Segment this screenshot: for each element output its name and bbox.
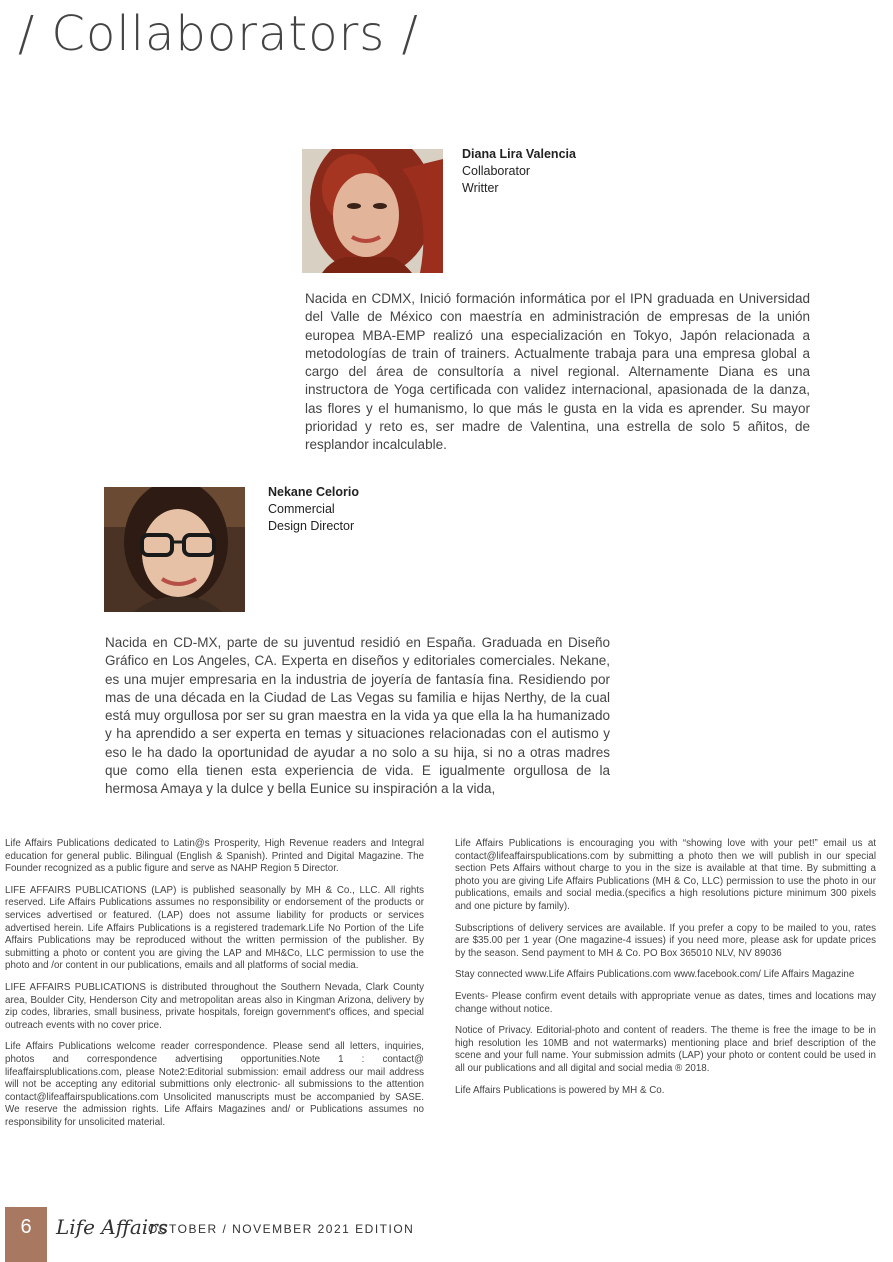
- collaborator-position: Writter: [462, 181, 499, 195]
- collaborator-bio-nekane: Nacida en CD-MX, parte de su juventud residió en España. Graduada en Diseño Gráfico en Los Angeles, CA. Experta en diseños y editoriales comerciales. Nekane, es una mujer empresaria en la industria de joyería de fantasía fina. Residiendo por mas de una década en la Ciudad de Las Vegas su familia e hijas Nerthy, de la cual está muy orgullosa por ser su gran maestra en la vida ya que ella la ha humanizado y ha aprendido a ser experta en temas y situaciones relacionadas con el autismo y eso le ha dado la oportunidad de ayudar a no solo a su hija, si no a otras madres que como ella tienen esta experiencia de vida. E igualmente orgullosa de la hermosa Amaya y la dulce y bella Eunice su inspiración a la vida,: [105, 635, 610, 797]
- legal-paragraph: Subscriptions of delivery services are available. If you prefer a copy to be mailed to you, rates are $35.00 per 1 year (One magazine-4 issues) if you need more, please ask for update prices by the season. Send payment to MH & Co. PO Box 365010 NLV, NV 89036: [455, 922, 876, 959]
- legal-paragraph: Life Affairs Publications is encouraging you with “showing love with your pet!” email us at contact@lifeaffairspublications.com by submitting a photo then we will publish in our special section Pets Affairs without charge to you in the size is available at that time. By submitting a photo you are giving Life Affairs Publications (MH & Co, LLC) permission to use the photo in our publications, emails and social media.(specifics a high resolutions picture minimum 300 pixels and one picture by family).: [455, 838, 876, 912]
- legal-column-right: [455, 838, 876, 1106]
- legal-paragraph: Events- Please confirm event details with appropriate venue as dates, times and locations may change without notice.: [455, 990, 876, 1015]
- legal-paragraph: Life Affairs Publications dedicated to Latin@s Prosperity, High Revenue readers and Integral education for general public. Bilingual (English & Spanish). Printed and Digital Magazine. The Founder recognized as a public figure and serve as NAHP Region 5 Director.: [5, 838, 424, 875]
- legal-paragraph: LIFE AFFAIRS PUBLICATIONS is distributed throughout the Southern Nevada, Clark County area, Boulder City, Henderson City and metropolitan areas also in Kingman Arizona, delivery by zip codes, libraries, small business, private hospitals, foreign government's offices, and special outreach events with no cover price.: [5, 981, 424, 1031]
- legal-paragraph: LIFE AFFAIRS PUBLICATIONS (LAP) is published seasonally by MH & Co., LLC. All rights reserved. Life Affairs Publications assumes no responsibility or endorsement of the products or services advertised or featured. (LAP) does not assume liability for products or services advertised herein. Life Affairs Publications is a registered trademark.Life No Portion of the Life Affairs Publications may be reproduced without the written permission of the publisher. By submitting a photo or content you are giving the LAP and MH&Co, LLC permission to use the photo and /or content in our publications, emails and all platforms of social media.: [5, 884, 424, 972]
- collaborator-info-nekane: [268, 484, 359, 535]
- legal-paragraph: Stay connected www.Life Affairs Publications.com www.facebook.com/ Life Affairs Magazine: [455, 969, 855, 981]
- collaborator-role: Collaborator: [462, 164, 531, 178]
- collaborator-photo-diana: [302, 149, 443, 273]
- legal-paragraph: Life Affairs Publications is powered by MH & Co.: [455, 1084, 665, 1096]
- page-number: 6: [5, 1207, 47, 1262]
- collaborator-name: Nekane Celorio: [268, 485, 360, 499]
- collaborator-photo-nekane: [104, 487, 245, 612]
- legal-paragraph: Life Affairs Publications welcome reader correspondence. Please send all letters, inquiries, photos and correspondence advertising opportunities.Note 1 : contact@ lifeaffairsplublications.com, please Note2:Editorial submission: email address our mail address will not be accepting any editorial submittions only electronic- all submissions to the attention contact@lifeaffairspublications.com Unsolicited manuscripts must be accompanied by SASE. We reserve the admission rights. Life Affairs Magazines and/ or Publications assumes no responsibility for unsolicited material.: [5, 1041, 424, 1128]
- legal-paragraph: Notice of Privacy. Editorial-photo and content of readers. The theme is free the image to be in high resolution les 10MB and not watermarks) mentioning place and brief description of the scene and your full name. Your submission admits (LAP) your photo or content could be used in all our publications and all digital and social media ® 2018.: [455, 1025, 876, 1074]
- collaborator-bio-diana: Nacida en CDMX, Inició formación informática por el IPN graduada en Universidad del Valle de México con maestría en administración de empresas de la unión europea MBA-EMP realizó una especialización en Tokyo, Japón relacionada a metodologías de train of trainers. Actualmente trabaja para una empresa global a cargo del área de consultoría a nivel regional. Alternamente Diana es una instructora de Yoga certificada con validez internacional, apasionada de la danza, las flores y el humanismo, lo que más le gusta en la vida es aprender. Su mayor prioridad y reto es, ser madre de Valentina, una estrella de solo 5 añitos, de resplandor incalculable.: [305, 291, 810, 453]
- edition-label: OCTOBER / NOVEMBER 2021 EDITION: [148, 1222, 415, 1236]
- collaborator-info-diana: [462, 146, 576, 197]
- page-title: / Collaborators /: [18, 6, 419, 62]
- collaborator-name: Diana Lira Valencia: [462, 147, 576, 161]
- page-footer: [0, 1207, 893, 1262]
- collaborator-position: Design Director: [268, 519, 355, 533]
- collaborator-role: Commercial: [268, 502, 335, 516]
- magazine-logo: Life Affairs: [56, 1215, 169, 1239]
- legal-column-left: [5, 838, 424, 1138]
